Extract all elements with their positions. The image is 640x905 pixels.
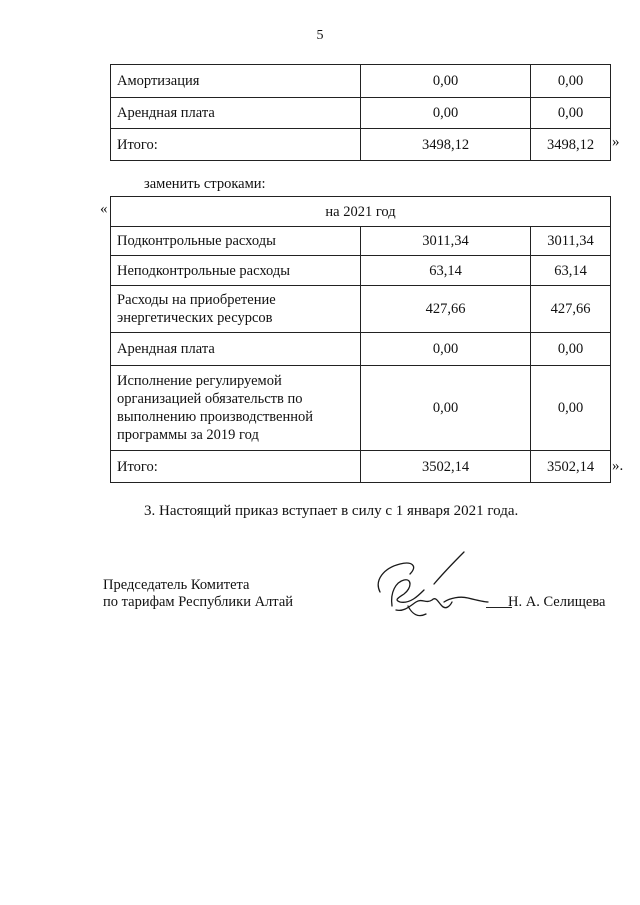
signatory-position [103,577,293,611]
row-label: Арендная плата [111,333,361,366]
row-label: Итого: [111,451,361,483]
row-label: Итого: [111,129,361,161]
expenses-table-new [110,196,611,483]
table-row [111,256,611,286]
effective-date-clause: 3. Настоящий приказ вступает в силу с 1 января 2021 года. [144,503,519,519]
expenses-table-old [110,64,611,161]
page-number: 5 [316,28,324,43]
row-value-1: 3502,14 [361,451,531,483]
row-value-2: 3502,14 [531,451,611,483]
row-value-1: 63,14 [361,256,531,286]
table-row [111,451,611,483]
row-label: Расходы на приобретение энергетических ресурсов [111,286,361,333]
table-row [111,65,611,98]
row-value-2: 0,00 [531,98,611,129]
row-value-2: 3011,34 [531,227,611,256]
row-value-2: 63,14 [531,256,611,286]
row-label: Подконтрольные расходы [111,227,361,256]
table-row [111,227,611,256]
handwritten-signature [360,540,500,630]
signatory-name: Н. А. Селищева [508,594,606,610]
table-header: на 2021 год [111,197,611,227]
row-value-2: 427,66 [531,286,611,333]
table-row [111,286,611,333]
row-label: Неподконтрольные расходы [111,256,361,286]
replace-instruction: заменить строками: [144,176,266,192]
row-value-2: 0,00 [531,333,611,366]
position-line: Председатель Комитета [103,577,250,593]
row-value-1: 3498,12 [361,129,531,161]
row-value-1: 0,00 [361,65,531,98]
row-label: Амортизация [111,65,361,98]
opening-quote: « [100,201,108,217]
table-row [111,129,611,161]
row-value-1: 0,00 [361,366,531,451]
row-value-1: 0,00 [361,98,531,129]
position-line: по тарифам Республики Алтай [103,594,294,610]
table-row [111,98,611,129]
row-value-2: 0,00 [531,65,611,98]
row-value-1: 3011,34 [361,227,531,256]
closing-quote: ». [612,458,624,474]
row-value-2: 3498,12 [531,129,611,161]
table-row [111,366,611,451]
table-row [111,333,611,366]
row-label: Арендная плата [111,98,361,129]
table-header-row [111,197,611,227]
row-value-1: 0,00 [361,333,531,366]
closing-quote: » [612,134,620,150]
row-value-2: 0,00 [531,366,611,451]
row-value-1: 427,66 [361,286,531,333]
row-label: Исполнение регулируемой организацией обязательств по выполнению производственной программы за 2019 год [111,366,361,451]
